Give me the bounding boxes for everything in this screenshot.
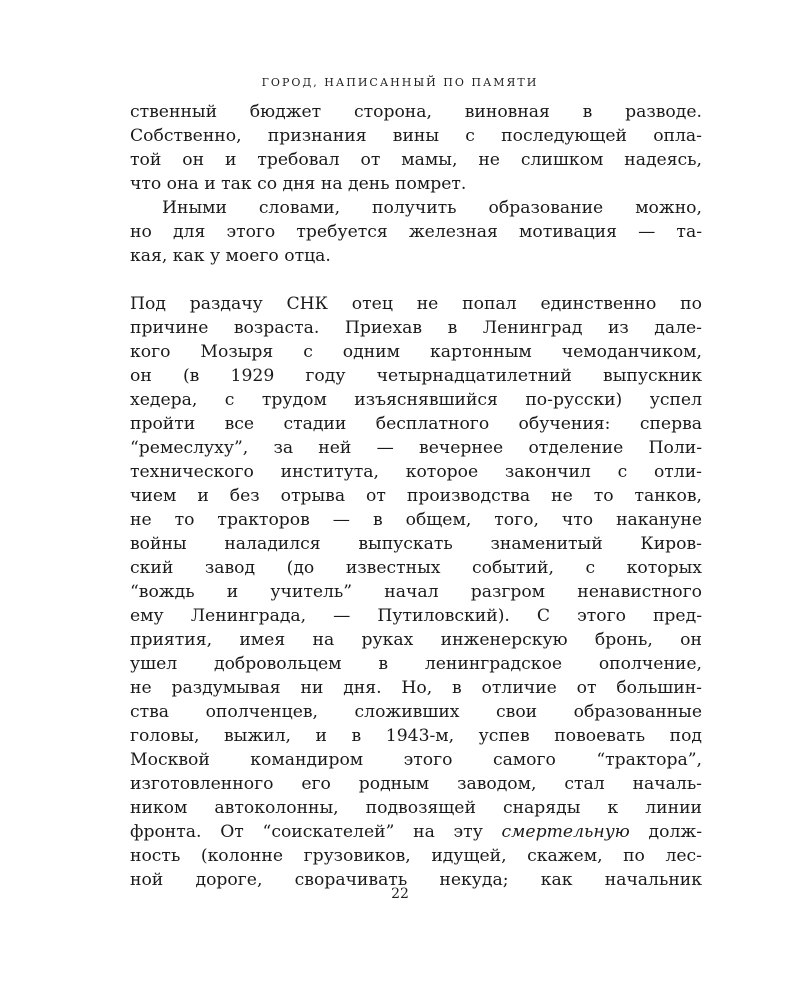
text-line: “ремеслуху”, за ней — вечернее отделение Поли-: [130, 438, 702, 458]
text-line: Москвой командиром этого самого “трактора”,: [130, 750, 702, 770]
text-line: “вождь и учитель” начал разгром ненавистного: [130, 582, 702, 602]
text-line: пройти все стадии бесплатного обучения: сперва: [130, 414, 702, 434]
text-line: приятия, имея на руках инженерскую бронь, он: [130, 630, 702, 650]
text-line: войны наладился выпускать знаменитый Киров-: [130, 534, 702, 554]
text-line: кая, как у моего отца.: [130, 246, 331, 266]
text-line: ность (колонне грузовиков, идущей, скажем, по лес-: [130, 846, 702, 866]
text-line: ной дороге, сворачивать некуда; как начальник: [130, 870, 702, 890]
text-line: Под раздачу СНК отец не попал единственно по: [130, 294, 702, 314]
text-line: хедера, с трудом изъяснявшийся по-русски) успел: [130, 390, 702, 410]
text-line: не то тракторов — в общем, того, что накануне: [130, 510, 702, 530]
text-line: кого Мозыря с одним картонным чемоданчиком,: [130, 342, 702, 362]
text-line: но для этого требуется железная мотивация — та-: [130, 222, 702, 242]
text-line: головы, выжил, и в 1943-м, успев повоевать под: [130, 726, 702, 746]
body-text: [130, 100, 702, 892]
page-number: 22: [391, 886, 409, 902]
text-line: ему Ленинграда, — Путиловский). С этого пред-: [130, 606, 702, 626]
text-line: изготовленного его родным заводом, стал началь-: [130, 774, 702, 794]
text-line: что она и так со дня на день помрет.: [130, 174, 467, 194]
text-line: Иными словами, получить образование можно,: [162, 198, 702, 218]
text-line: причине возраста. Приехав в Ленинград из дале-: [130, 318, 702, 338]
text-line: ушел добровольцем в ленинградское ополчение,: [130, 654, 702, 674]
text-line: Собственно, признания вины с последующей опла-: [130, 126, 702, 146]
text-line: чием и без отрыва от производства не то танков,: [130, 486, 702, 506]
italic-word: смертельную: [501, 822, 630, 842]
text-line: он (в 1929 году четырнадцатилетний выпускник: [130, 366, 702, 386]
running-head: ГОРОД, НАПИСАННЫЙ ПО ПАМЯТИ: [261, 76, 539, 89]
section-break: [130, 268, 702, 292]
text-line: ства ополченцев, сложивших свои образованные: [130, 702, 702, 722]
text-line-with-italic: [130, 820, 702, 844]
text-line: технического института, которое закончил с отли-: [130, 462, 702, 482]
text-line: ственный бюджет сторона, виновная в разводе.: [130, 102, 702, 122]
text-fragment: долж-: [629, 822, 702, 842]
text-line: ником автоколонны, подвозящей снаряды к линии: [130, 798, 702, 818]
text-line: ский завод (до известных событий, с которых: [130, 558, 702, 578]
text-fragment: фронта. От “соискателей” на эту: [130, 822, 502, 842]
text-line: той он и требовал от мамы, не слишком надеясь,: [130, 150, 702, 170]
text-line: не раздумывая ни дня. Но, в отличие от большин-: [130, 678, 702, 698]
